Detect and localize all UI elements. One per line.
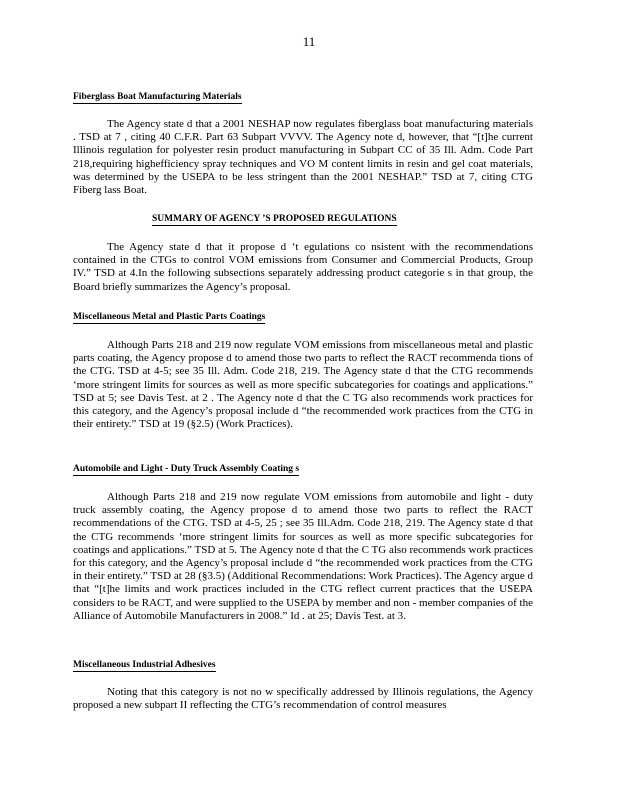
paragraph-text: The Agency state d that it propose d ‘t egulations co nsistent with the recommendations contained in the CTGs to control VOM emissions from Consumer and Commercial Products, Group IV.” TSD at 4.In the following subsections separately addressing product categorie s in that group, the Board briefly summarizes the Agency’s proposal. [73, 241, 533, 293]
paragraph-adhesives [73, 686, 533, 712]
paragraph-text: Although Parts 218 and 219 now regulate VOM emissions from automobile and light - duty truck assembly coating, the Agency propose d to amend those two parts to reflect the RACT recommendations of the CTG. TSD at 4-5, 25 ; see 35 Ill.Adm. Code 218, 219. The Agency state d that the CTG recommends ‘more stringent limits for sources as well as more specific subcategories for coatings and applications.” TSD at 5. The Agency note d that the C TG also recommends work practices for this category, and the Agency’s proposal include d “the recommended work practices from the CTG in their entirety.” TSD at 28 (§3.5) (Additional Recommendations: Work Practices). The Agency argue d that “[t]he limits and work practices included in the CTG reflect current practices that the USEPA considers to be RACT, and were supplied to the USEPA by member and non - member companies of the Alliance of Automobile Manufacturers in 2008.” Id . at 25; Davis Test. at 3. [73, 491, 533, 622]
paragraph-text: Noting that this category is not no w specifically addressed by Illinois regulations, the Agency proposed a new subpart II reflecting the CTG’s recommendation of control measures [73, 686, 533, 712]
paragraph-summary [73, 241, 533, 294]
paragraph-text: The Agency state d that a 2001 NESHAP now regulates fiberglass boat manufacturing materials . TSD at 7 , citing 40 C.F.R. Part 63 Subpart VVVV. The Agency note d, however, that “[t]he current Illinois regulation for polyester resin product manufacturing in Subpart CC of 35 Ill. Adm. Code Part 218,requiring highefficiency spray techniques and VO M content limits in resin and gel coat materials, was determined by the USEPA to be less stringent than the 2001 NESHAP.” TSD at 7, citing CTG Fiberg lass Boat. [73, 118, 533, 197]
page-number: 11 [302, 34, 316, 49]
paragraph-automobile [73, 491, 533, 623]
paragraph-text: Although Parts 218 and 219 now regulate VOM emissions from miscellaneous metal and plastic parts coating, the Agency propose d to amend those two parts to reflect the RACT recommenda tions of the CTG. TSD at 4-5; see 35 Ill. Adm. Code 218, 219. The Agency state d that the CTG recommends ‘more stringent limits for sources as well as more specific subcategories for coatings and applications.” TSD at 5; see Davis Test. at 2 . The Agency note d that the C TG also recommends work practices for this category, and the Agency’s proposal include d “the recommended work practices from the CTG in their entirety.” TSD at 19 (§2.5) (Work Practices). [73, 339, 533, 431]
section-heading-summary: SUMMARY OF AGENCY ’S PROPOSED REGULATIONS [152, 214, 397, 224]
section-heading-fiberglass: Fiberglass Boat Manufacturing Materials [73, 92, 242, 102]
paragraph-fiberglass [73, 118, 533, 197]
section-heading-automobile: Automobile and Light - Duty Truck Assembly Coating s [73, 464, 300, 474]
section-heading-adhesives: Miscellaneous Industrial Adhesives [73, 660, 216, 670]
paragraph-metal-plastic [73, 339, 533, 431]
section-heading-metal-plastic: Miscellaneous Metal and Plastic Parts Coatings [73, 312, 266, 322]
